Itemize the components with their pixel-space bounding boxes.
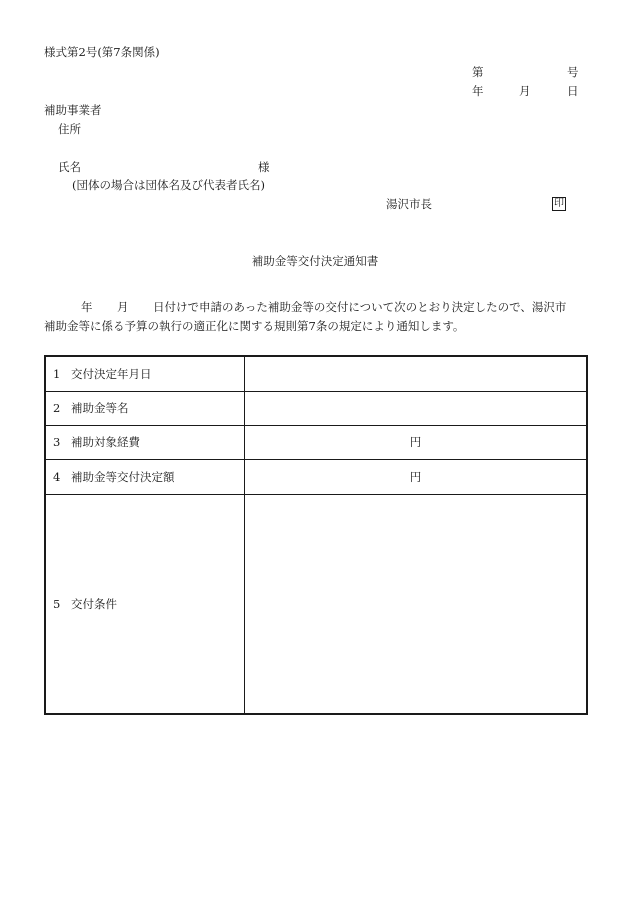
subsidy-name-value — [245, 391, 588, 425]
row-label-cell — [45, 459, 245, 494]
body-text-line1: 日付けで申請のあった補助金等の交付について次のとおり決定したので、湯沢市 — [153, 300, 567, 314]
date-year-label: 年 — [472, 84, 484, 98]
date-day-label: 日 — [567, 84, 579, 98]
eligible-expense-value: 円 — [245, 425, 588, 459]
row-label-cell — [45, 391, 245, 425]
grant-conditions-value — [245, 494, 588, 714]
document-number-suffix: 号 — [567, 65, 579, 79]
decision-details-table — [44, 355, 588, 715]
date-month-label: 月 — [519, 84, 531, 98]
table-row — [45, 391, 587, 425]
table-row — [45, 459, 587, 494]
table-row — [45, 494, 587, 714]
recipient-honorific: 様 — [258, 160, 270, 174]
recipient-group-note: (団体の場合は団体名及び代表者氏名) — [72, 178, 265, 192]
row-number: 1 — [53, 366, 61, 381]
decision-date-label: 交付決定年月日 — [71, 366, 152, 381]
table-row — [45, 356, 587, 391]
row-label-cell — [45, 425, 245, 459]
row-number: 4 — [53, 469, 61, 484]
seal-stamp: 印 — [554, 198, 564, 209]
grant-conditions-label: 交付条件 — [71, 596, 117, 611]
row-label-cell — [45, 356, 245, 391]
recipient-name-label: 氏名 — [58, 160, 81, 174]
grant-amount-label: 補助金等交付決定額 — [71, 469, 175, 484]
body-text-line2: 補助金等に係る予算の執行の適正化に関する規則第7条の規定により通知します。 — [44, 319, 465, 333]
row-label-cell — [45, 494, 245, 714]
recipient-label: 補助事業者 — [44, 103, 102, 117]
subsidy-name-label: 補助金等名 — [71, 401, 129, 415]
body-month-label: 月 — [117, 300, 129, 314]
form-reference: 様式第2号(第7条関係) — [44, 45, 160, 59]
decision-date-value — [245, 356, 588, 391]
issuer-title: 湯沢市長 — [386, 197, 432, 211]
document-number-prefix: 第 — [472, 65, 484, 79]
row-number: 5 — [53, 596, 61, 611]
row-number: 2 — [53, 401, 61, 415]
body-year-label: 年 — [81, 300, 93, 314]
document-title: 補助金等交付決定通知書 — [251, 254, 379, 268]
grant-amount-value: 円 — [245, 459, 588, 494]
eligible-expense-label: 補助対象経費 — [71, 435, 140, 449]
recipient-address-label: 住所 — [58, 122, 81, 136]
table-row — [45, 425, 587, 459]
row-number: 3 — [53, 435, 61, 449]
